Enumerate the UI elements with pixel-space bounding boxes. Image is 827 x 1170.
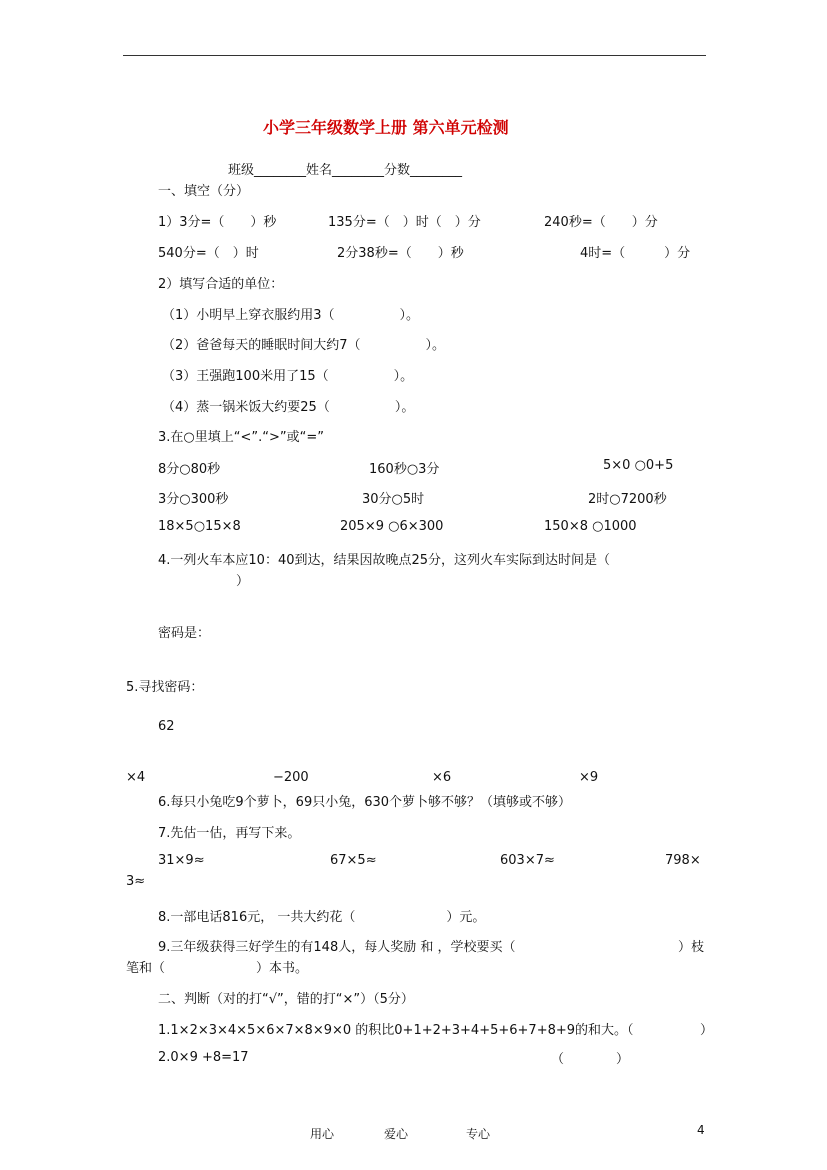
q5-start-number: 62: [158, 719, 175, 734]
header-fields: 班级________姓名________分数________: [228, 163, 463, 178]
q5-operation: ×9: [579, 770, 599, 785]
q4-line2: ）: [236, 574, 250, 589]
q9-line1-end: ）枝: [678, 940, 705, 955]
judge-item-2-paren: （ ）: [551, 1052, 630, 1067]
q3-heading: 3.在○里填上“<”.“>”或“=”: [158, 430, 324, 445]
q1-item: 240秒=（ ）分: [544, 215, 658, 230]
q5-heading: 5.寻找密码：: [126, 680, 204, 695]
q2-item: （1）小明早上穿衣服约用3（ ）。: [162, 308, 420, 323]
section2-heading: 二、判断（对的打“√”，错的打“×”）（5分）: [158, 992, 414, 1007]
q3-item: 8分○80秒: [158, 462, 221, 477]
q8-text: 8.一部电话816元， 一共大约花（ ）元。: [158, 910, 486, 925]
footer-label: 爱心: [384, 1127, 409, 1141]
q5-operation: ×6: [432, 770, 452, 785]
q6-text: 6.每只小兔吃9个萝卜，69只小兔，630个萝卜够不够？（填够或不够）: [158, 795, 572, 810]
page-title: 小学三年级数学上册 第六单元检测: [263, 118, 509, 137]
q3-item: 205×9 ○6×300: [340, 519, 444, 534]
q1-item: 4时=（ ）分: [580, 246, 691, 261]
footer-label: 用心: [310, 1127, 335, 1141]
q3-item: 2时○7200秒: [588, 492, 667, 507]
q3-item: 5×0 ○0+5: [603, 458, 674, 473]
section1-heading: 一、填空（分）: [158, 184, 250, 199]
q2-item: （3）王强跑100米用了15（ ）。: [162, 369, 414, 384]
q3-item: 30分○5时: [362, 492, 425, 507]
q3-item: 150×8 ○1000: [544, 519, 637, 534]
q7-item: 603×7≈: [500, 853, 555, 868]
q5-operation: −200: [273, 770, 309, 785]
q3-item: 18×5○15×8: [158, 519, 241, 534]
judge-item-1: 1.1×2×3×4×5×6×7×8×9×0 的积比0+1+2+3+4+5+6+7+8+9的和大。（: [158, 1023, 634, 1038]
footer-label: 专心: [466, 1127, 491, 1141]
q9-line1: 9.三年级获得三好学生的有148人，每人奖励 和 ，学校要买（: [158, 940, 516, 955]
q7-item: 798×: [665, 853, 701, 868]
q3-item: 160秒○3分: [369, 462, 440, 477]
q1-item: 540分=（ ）时: [158, 246, 259, 261]
q7-item: 31×9≈: [158, 853, 205, 868]
q3-item: 3分○300秒: [158, 492, 229, 507]
q4-line1: 4.一列火车本应10：40到达，结果因故晚点25分，这列火车实际到达时间是（: [158, 553, 611, 568]
q7-item: 67×5≈: [330, 853, 377, 868]
q5-operation: ×4: [126, 770, 146, 785]
q2-heading: 2）填写合适的单位：: [158, 277, 284, 292]
page-number: 4: [697, 1123, 705, 1137]
password-label: 密码是：: [158, 626, 211, 641]
q7-wrap: 3≈: [126, 874, 146, 889]
q1-item: 2分38秒=（ ）秒: [337, 246, 464, 261]
judge-item-2: 2.0×9 +8=17: [158, 1050, 249, 1065]
q1-item: 1）3分=（ ）秒: [158, 215, 277, 230]
q2-item: （2）爸爸每天的睡眠时间大约7（ ）。: [162, 338, 446, 353]
judge-item-1-close: ）: [700, 1023, 714, 1038]
q9-line2: 笔和（ ）本书。: [126, 961, 309, 976]
header-rule: [123, 55, 706, 56]
q2-item: （4）蒸一锅米饭大约要25（ ）。: [162, 400, 415, 415]
q7-heading: 7.先估一估，再写下来。: [158, 826, 301, 841]
q1-item: 135分=（ ）时（ ）分: [328, 215, 481, 230]
